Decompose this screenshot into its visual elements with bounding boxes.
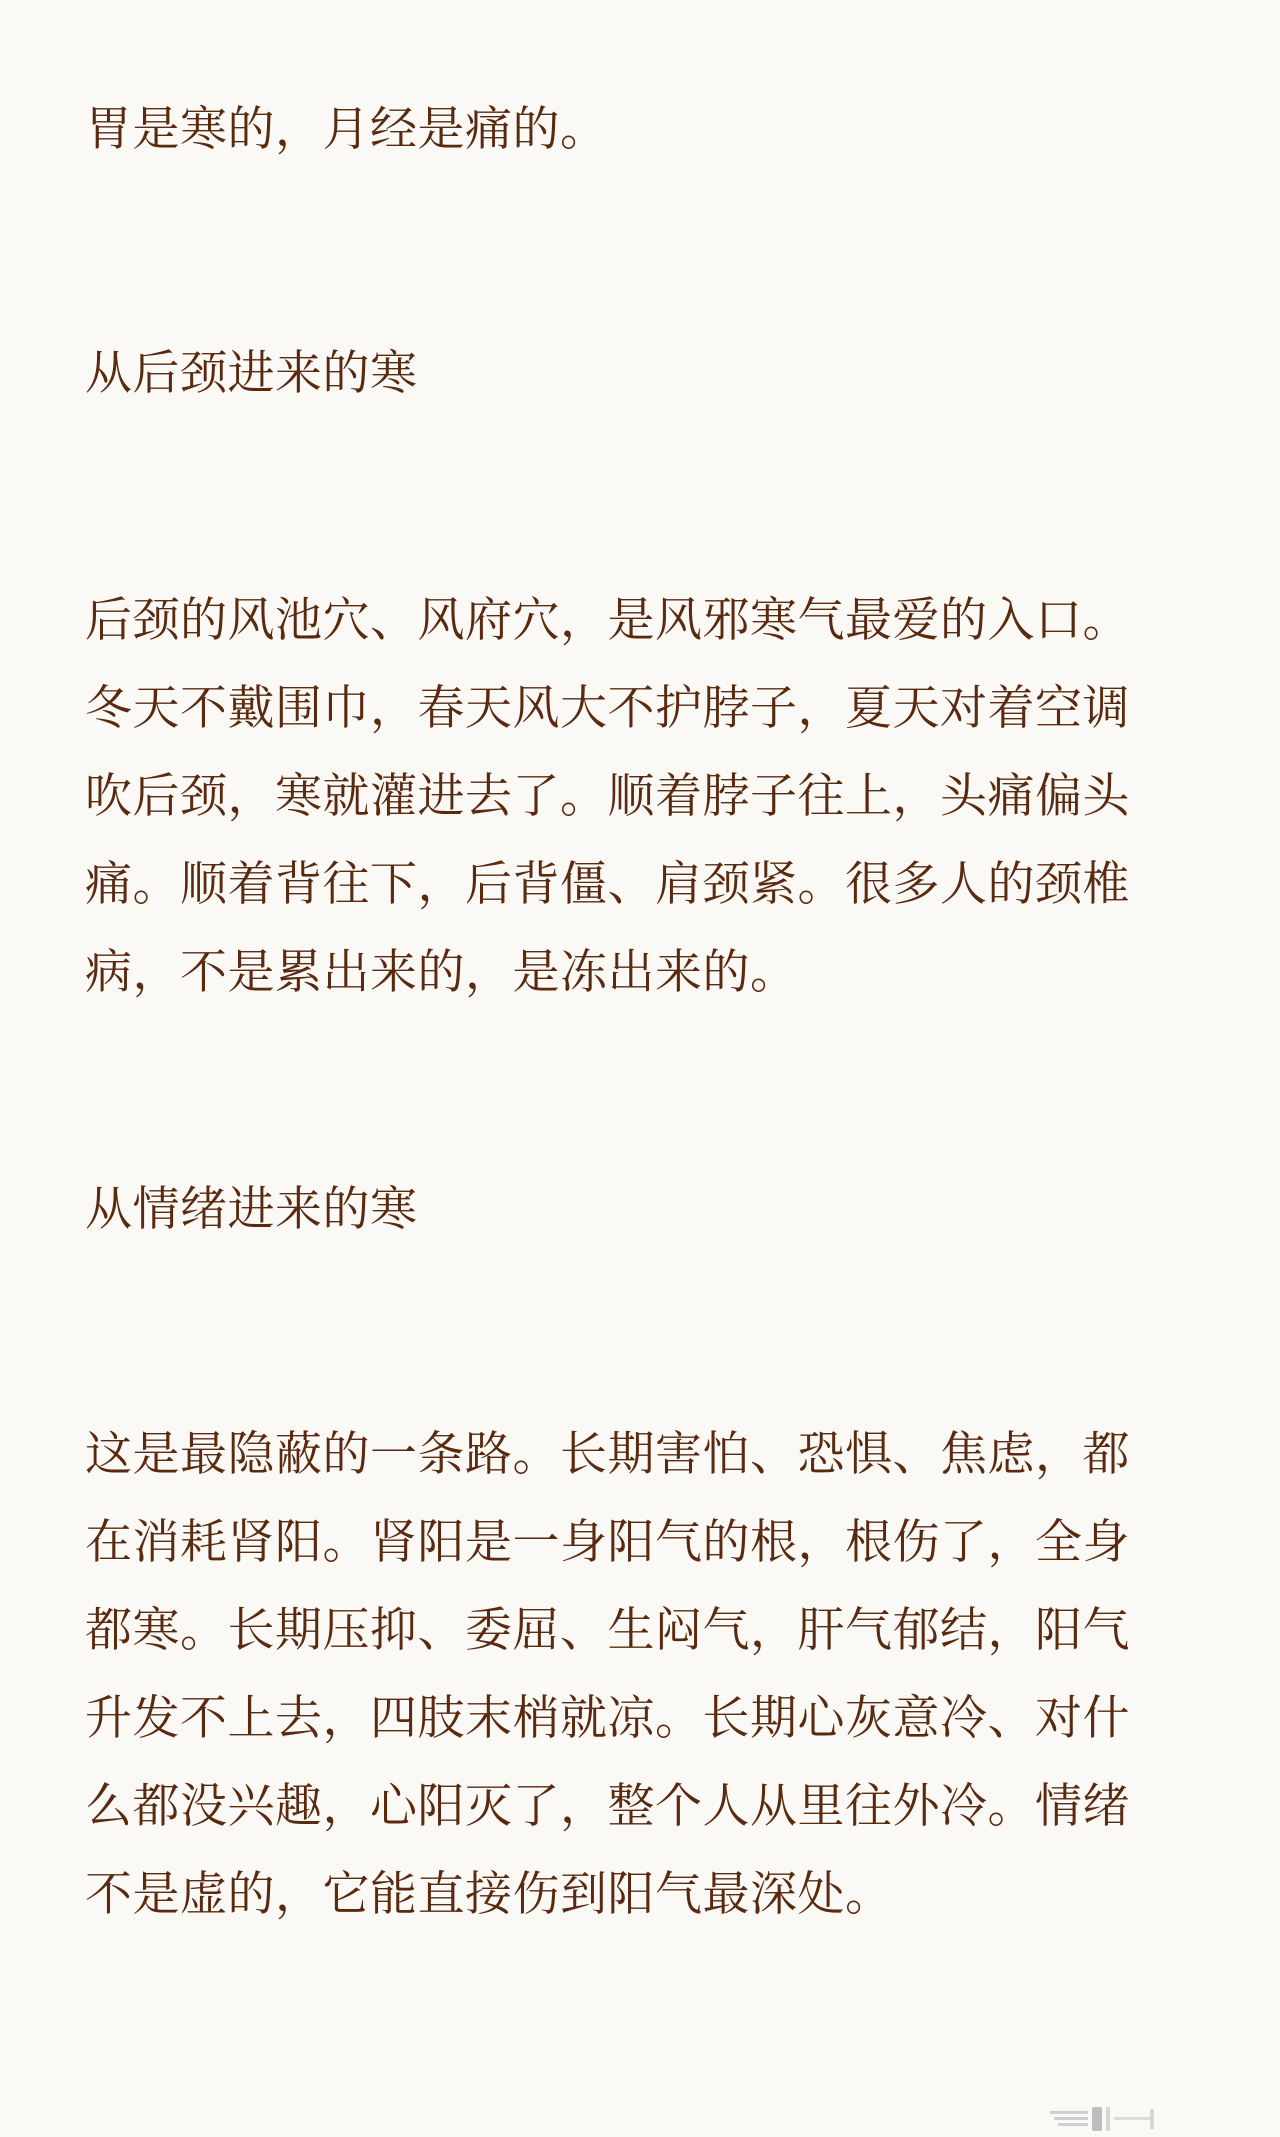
paragraph-stomach-cold	[85, 86, 1195, 174]
text-line: 不是虚的，它能直接伤到阳气最深处。	[85, 1867, 893, 1922]
paragraph-neck-cold	[85, 577, 1195, 1017]
text-line: 痛。顺着背往下，后背僵、肩颈紧。很多人的颈椎	[85, 857, 1130, 912]
text-line: 都寒。长期压抑、委屈、生闷气，肝气郁结，阳气	[85, 1603, 1130, 1658]
text-line: 在消耗肾阳。肾阳是一身阳气的根，根伤了，全身	[85, 1515, 1130, 1570]
watermark-logo-icon	[1050, 2103, 1160, 2133]
text-line: 病，不是累出来的，是冻出来的。	[85, 945, 798, 1000]
text-line: 胃是寒的，月经是痛的。	[85, 102, 608, 157]
text-line: 这是最隐蔽的一条路。长期害怕、恐惧、焦虑，都	[85, 1427, 1130, 1482]
text-line: 升发不上去，四肢末梢就凉。长期心灰意冷、对什	[85, 1691, 1130, 1746]
section-heading-emotion-cold: 从情绪进来的寒	[85, 1182, 418, 1237]
text-line: 冬天不戴围巾，春天风大不护脖子，夏天对着空调	[85, 681, 1130, 736]
section-heading-neck-cold: 从后颈进来的寒	[85, 346, 418, 401]
paragraph-emotion-cold	[85, 1411, 1195, 1939]
text-line: 后颈的风池穴、风府穴，是风邪寒气最爱的入口。	[85, 593, 1130, 648]
text-line: 吹后颈，寒就灌进去了。顺着脖子往上，头痛偏头	[85, 769, 1130, 824]
text-line: 么都没兴趣，心阳灭了，整个人从里往外冷。情绪	[85, 1779, 1130, 1834]
